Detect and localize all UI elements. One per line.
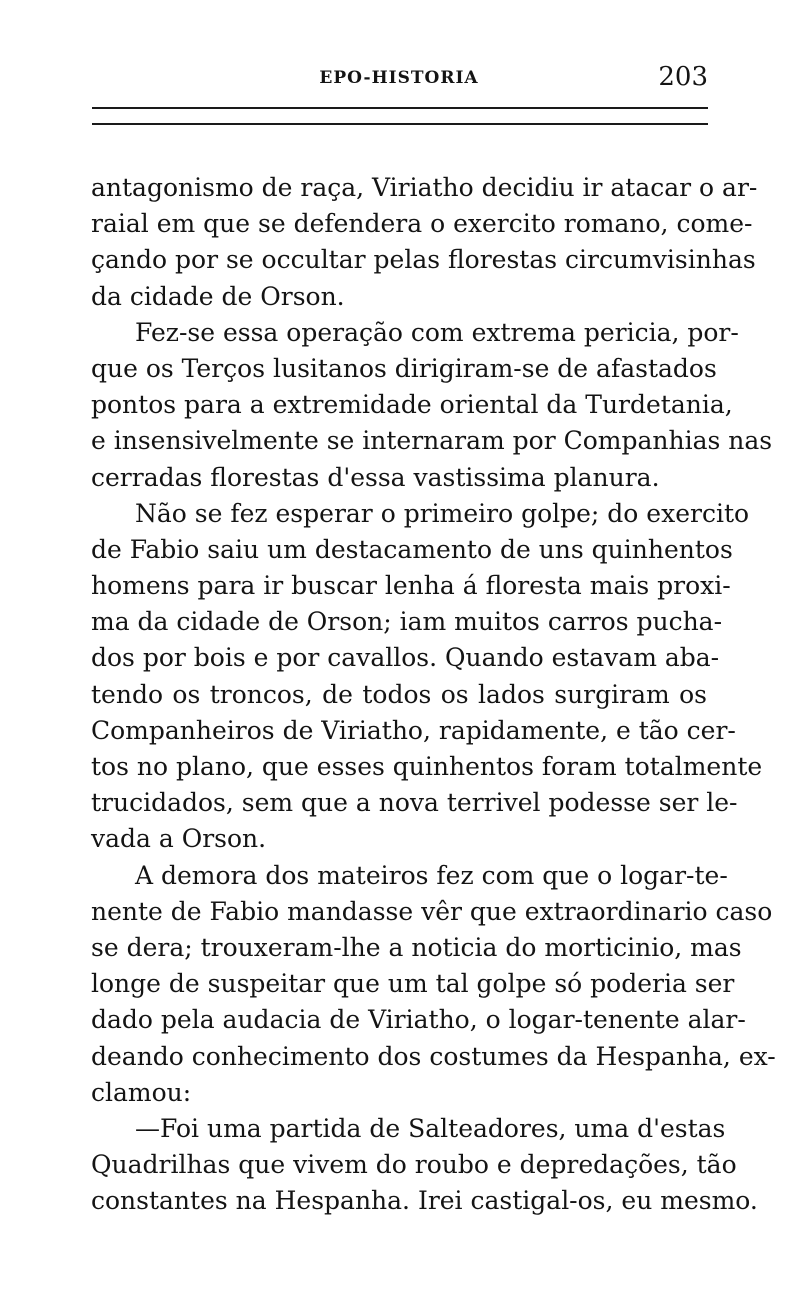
page-number: 203 [658, 62, 708, 92]
text-line: Não se fez esperar o primeiro golpe; do exercito [135, 498, 750, 528]
text-line: tendo os troncos, de todos os lados surgiram os [91, 679, 707, 709]
text-line: çando por se occultar pelas florestas circumvisinhas [91, 245, 756, 275]
text-line: Quadrilhas que vivem do roubo e depredações, tão [91, 1150, 737, 1180]
text-line: nente de Fabio mandasse vêr que extraordinario caso [91, 896, 773, 926]
text-line: dos por bois e por cavallos. Quando estavam aba- [91, 643, 720, 673]
running-head [90, 62, 708, 94]
text-line: —Foi uma partida de Salteadores, uma d'estas [135, 1113, 726, 1143]
text-line: Companheiros de Viriatho, rapidamente, e tão cer- [91, 715, 736, 745]
text-line: deando conhecimento dos costumes da Hespanha, ex- [91, 1041, 776, 1071]
text-line: da cidade de Orson. [91, 281, 345, 311]
text-line: cerradas florestas d'essa vastissima planura. [91, 462, 660, 492]
text-line: e insensivelmente se internaram por Companhias nas [91, 426, 773, 456]
text-line: A demora dos mateiros fez com que o logar-te- [135, 860, 728, 890]
text-line: clamou: [91, 1077, 192, 1107]
text-line: que os Terços lusitanos dirigiram-se de afastados [91, 353, 717, 383]
text-line: tos no plano, que esses quinhentos foram totalmente [91, 752, 763, 781]
text-line: longe de suspeitar que um tal golpe só poderia ser [91, 969, 735, 999]
text-line: de Fabio saiu um destacamento de uns quinhentos [91, 534, 733, 564]
text-line: constantes na Hespanha. Irei castigal-os, eu mesmo. [91, 1186, 758, 1216]
text-line: homens para ir buscar lenha á floresta mais proxi- [91, 571, 731, 601]
running-title: EPO-HISTORIA [319, 68, 479, 88]
text-line: Fez-se essa operação com extrema pericia, por- [135, 317, 739, 347]
body-text [91, 170, 776, 1219]
text-line: raial em que se defendera o exercito romano, come- [91, 209, 753, 239]
header-rule-top [92, 107, 708, 109]
text-line: ma da cidade de Orson; iam muitos carros pucha- [91, 607, 723, 637]
text-line: trucidados, sem que a nova terrivel podesse ser le- [91, 788, 738, 818]
text-line: antagonismo de raça, Viriatho decidiu ir atacar o ar- [91, 173, 758, 202]
text-line: vada a Orson. [91, 824, 267, 854]
text-line: se dera; trouxeram-lhe a noticia do morticinio, mas [91, 932, 742, 962]
header-rule-bottom [92, 123, 708, 125]
text-line: dado pela audacia de Viriatho, o logar-tenente alar- [91, 1005, 746, 1035]
text-line: pontos para a extremidade oriental da Turdetania, [91, 390, 733, 420]
